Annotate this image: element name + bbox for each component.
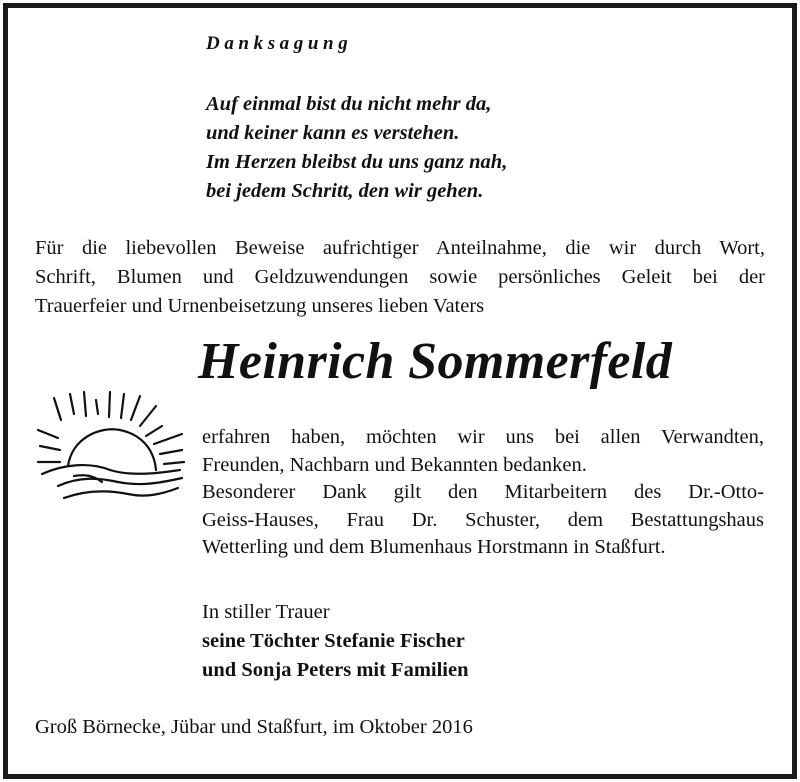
- signoff-intro: In stiller Trauer: [202, 601, 330, 623]
- poem-line: und keiner kann es verstehen.: [206, 122, 460, 144]
- thanks-line: Besonderer Dank gilt den Mitarbeitern des Dr.-Otto-: [202, 481, 764, 503]
- thanks-paragraph: [202, 424, 764, 562]
- signoff-family-line: seine Töchter Stefanie Fischer: [202, 630, 465, 652]
- thanks-line: erfahren haben, möchten wir uns bei allen Verwandten,: [202, 426, 764, 448]
- poem-line: Auf einmal bist du nicht mehr da,: [206, 93, 492, 115]
- poem: [206, 90, 507, 206]
- thanks-line: Wetterling und dem Blumenhaus Horstmann in Staßfurt.: [202, 536, 666, 558]
- notice-heading: Danksagung: [206, 33, 353, 54]
- poem-line: bei jedem Schritt, den wir gehen.: [206, 180, 484, 202]
- poem-line: Im Herzen bleibst du uns ganz nah,: [206, 151, 508, 173]
- signoff-family-line: und Sonja Peters mit Familien: [202, 659, 469, 681]
- intro-line: Trauerfeier und Urnenbeisetzung unseres lieben Vaters: [35, 295, 485, 317]
- intro-paragraph: [35, 234, 765, 321]
- place-and-date: Groß Börnecke, Jübar und Staßfurt, im Oktober 2016: [35, 716, 473, 738]
- signoff: [202, 598, 469, 685]
- intro-line: Für die liebevollen Beweise aufrichtiger Anteilnahme, die wir durch Wort,: [35, 237, 765, 259]
- deceased-name: Heinrich Sommerfeld: [198, 333, 673, 390]
- thanks-line: Freunden, Nachbarn und Bekannten bedanken.: [202, 453, 587, 476]
- intro-line: Schrift, Blumen und Geldzuwendungen sowie persönliches Geleit bei der: [35, 266, 765, 288]
- thanks-line: Geiss-Hauses, Frau Dr. Schuster, dem Bestattungshaus: [202, 508, 764, 531]
- sunset-over-hills-icon: [36, 390, 188, 508]
